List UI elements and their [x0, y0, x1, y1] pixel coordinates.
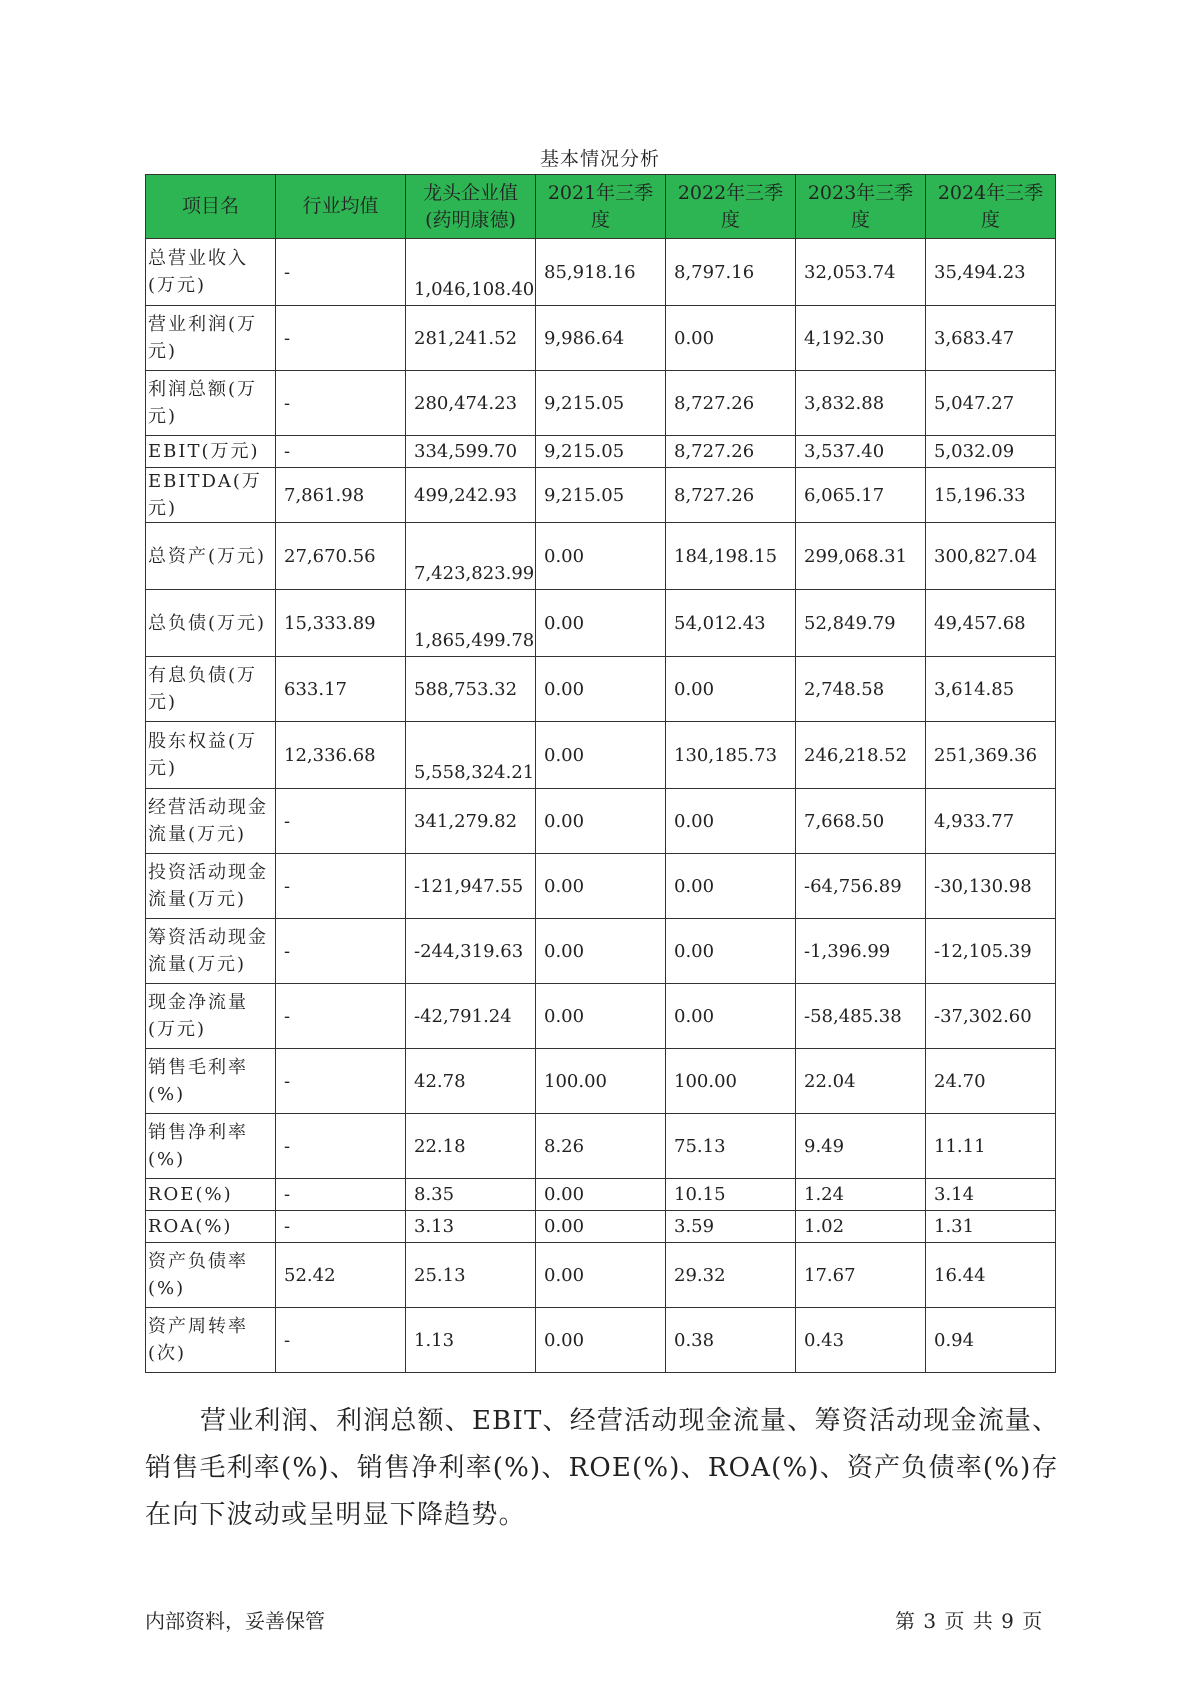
row-value-cell: 334,599.70: [406, 436, 536, 468]
row-value-cell: 0.38: [666, 1308, 796, 1373]
row-value-cell: 75.13: [666, 1114, 796, 1179]
row-value-cell: 0.00: [536, 984, 666, 1049]
row-item-name: 营业利润(万元): [146, 306, 276, 371]
row-value-cell: 22.18: [406, 1114, 536, 1179]
row-value-cell: 3.59: [666, 1211, 796, 1243]
header-industry-avg: 行业均值: [276, 175, 406, 239]
row-value-cell: 0.00: [666, 789, 796, 854]
row-value-cell: 0.00: [536, 1211, 666, 1243]
row-value-cell: 9,215.05: [536, 468, 666, 523]
row-value-cell: 0.00: [536, 523, 666, 590]
row-value-cell: -121,947.55: [406, 854, 536, 919]
row-value-cell: 9.49: [796, 1114, 926, 1179]
row-value-cell: 8.35: [406, 1179, 536, 1211]
row-value-cell: 0.00: [666, 306, 796, 371]
row-item-name: EBIT(万元): [146, 436, 276, 468]
row-value-cell: 85,918.16: [536, 239, 666, 306]
row-value-cell: 100.00: [666, 1049, 796, 1114]
header-2024q3: 2024年三季度: [926, 175, 1056, 239]
table-row: [146, 722, 1056, 789]
row-value-cell: 633.17: [276, 657, 406, 722]
row-value-cell: 8,727.26: [666, 468, 796, 523]
row-value-cell: 8,727.26: [666, 436, 796, 468]
row-value-cell: 0.00: [536, 590, 666, 657]
row-value-cell: 5,047.27: [926, 371, 1056, 436]
header-2022q3: 2022年三季度: [666, 175, 796, 239]
table-row: [146, 371, 1056, 436]
table-row: [146, 239, 1056, 306]
row-value-cell: 49,457.68: [926, 590, 1056, 657]
row-item-name: 经营活动现金流量(万元): [146, 789, 276, 854]
row-value-cell: 0.00: [536, 722, 666, 789]
row-value-cell: 8,797.16: [666, 239, 796, 306]
row-value-cell: -64,756.89: [796, 854, 926, 919]
row-value-cell: 52,849.79: [796, 590, 926, 657]
row-value-cell: 246,218.52: [796, 722, 926, 789]
row-value-cell: -: [276, 919, 406, 984]
row-value-cell: 1.13: [406, 1308, 536, 1373]
row-item-name: 有息负债(万元): [146, 657, 276, 722]
row-value-cell: 8,727.26: [666, 371, 796, 436]
row-value-cell: -58,485.38: [796, 984, 926, 1049]
header-2021q3: 2021年三季度: [536, 175, 666, 239]
row-value-cell: -: [276, 1308, 406, 1373]
table-row: [146, 306, 1056, 371]
row-item-name: 股东权益(万元): [146, 722, 276, 789]
table-row: [146, 1308, 1056, 1373]
row-value-cell: 24.70: [926, 1049, 1056, 1114]
row-value-cell: 10.15: [666, 1179, 796, 1211]
table-row: [146, 919, 1056, 984]
row-value-cell: 3,537.40: [796, 436, 926, 468]
row-value-cell: 3.13: [406, 1211, 536, 1243]
table-caption: 基本情况分析: [539, 148, 660, 170]
row-value-cell: 3,614.85: [926, 657, 1056, 722]
row-value-cell: 0.00: [666, 919, 796, 984]
row-value-cell: 25.13: [406, 1243, 536, 1308]
row-value-cell: 100.00: [536, 1049, 666, 1114]
row-item-name: 总资产(万元): [146, 523, 276, 590]
row-value-cell: 0.00: [536, 789, 666, 854]
row-value-cell: 12,336.68: [276, 722, 406, 789]
row-value-cell: 27,670.56: [276, 523, 406, 590]
row-item-name: ROA(%): [146, 1211, 276, 1243]
row-value-cell: 16.44: [926, 1243, 1056, 1308]
row-item-name: 利润总额(万元): [146, 371, 276, 436]
row-value-cell: -: [276, 1179, 406, 1211]
row-value-cell: 0.00: [666, 657, 796, 722]
basic-analysis-table: [145, 174, 1056, 1373]
row-item-name: 销售净利率(%): [146, 1114, 276, 1179]
footer-confidential: 内部资料，妥善保管: [145, 1609, 325, 1633]
row-value-cell: 0.00: [536, 854, 666, 919]
row-value-cell: 8.26: [536, 1114, 666, 1179]
row-item-name: 总营业收入(万元): [146, 239, 276, 306]
row-value-cell: 0.00: [666, 854, 796, 919]
row-value-cell: 3.14: [926, 1179, 1056, 1211]
row-value-cell: 0.43: [796, 1308, 926, 1373]
row-value-cell: 341,279.82: [406, 789, 536, 854]
row-value-cell: 1,046,108.40: [406, 239, 536, 306]
row-item-name: EBITDA(万元): [146, 468, 276, 523]
table-row: [146, 1211, 1056, 1243]
row-value-cell: 0.00: [536, 657, 666, 722]
header-leader-value: 龙头企业值(药明康德): [406, 175, 536, 239]
row-value-cell: 499,242.93: [406, 468, 536, 523]
table-row: [146, 436, 1056, 468]
row-value-cell: 7,861.98: [276, 468, 406, 523]
table-row: [146, 1049, 1056, 1114]
row-value-cell: 0.00: [666, 984, 796, 1049]
row-value-cell: -: [276, 239, 406, 306]
row-value-cell: 11.11: [926, 1114, 1056, 1179]
row-value-cell: 1.02: [796, 1211, 926, 1243]
table-row: [146, 854, 1056, 919]
row-value-cell: 251,369.36: [926, 722, 1056, 789]
row-item-name: 资产周转率(次): [146, 1308, 276, 1373]
table-row: [146, 468, 1056, 523]
row-value-cell: 0.00: [536, 1308, 666, 1373]
row-value-cell: -: [276, 854, 406, 919]
row-value-cell: 9,986.64: [536, 306, 666, 371]
row-value-cell: 0.94: [926, 1308, 1056, 1373]
footer-page-number: 第 3 页 共 9 页: [895, 1609, 1044, 1633]
row-item-name: 总负债(万元): [146, 590, 276, 657]
table-row: [146, 1114, 1056, 1179]
row-value-cell: 280,474.23: [406, 371, 536, 436]
row-value-cell: 9,215.05: [536, 436, 666, 468]
row-value-cell: 7,668.50: [796, 789, 926, 854]
table-row: [146, 657, 1056, 722]
row-value-cell: 42.78: [406, 1049, 536, 1114]
row-value-cell: 4,933.77: [926, 789, 1056, 854]
table-row: [146, 789, 1056, 854]
row-value-cell: -244,319.63: [406, 919, 536, 984]
table-header-row: [146, 175, 1056, 239]
table-row: [146, 1243, 1056, 1308]
row-item-name: 投资活动现金流量(万元): [146, 854, 276, 919]
row-value-cell: 5,558,324.21: [406, 722, 536, 789]
row-value-cell: -: [276, 306, 406, 371]
row-value-cell: 22.04: [796, 1049, 926, 1114]
row-value-cell: -37,302.60: [926, 984, 1056, 1049]
row-value-cell: -: [276, 436, 406, 468]
row-value-cell: 0.00: [536, 1179, 666, 1211]
row-value-cell: 2,748.58: [796, 657, 926, 722]
row-value-cell: -: [276, 1211, 406, 1243]
row-value-cell: -: [276, 789, 406, 854]
row-value-cell: 3,832.88: [796, 371, 926, 436]
row-value-cell: 184,198.15: [666, 523, 796, 590]
row-item-name: 资产负债率(%): [146, 1243, 276, 1308]
row-value-cell: -: [276, 984, 406, 1049]
header-2023q3: 2023年三季度: [796, 175, 926, 239]
row-value-cell: 300,827.04: [926, 523, 1056, 590]
table-row: [146, 984, 1056, 1049]
row-value-cell: 588,753.32: [406, 657, 536, 722]
row-value-cell: 1,865,499.78: [406, 590, 536, 657]
row-item-name: 销售毛利率(%): [146, 1049, 276, 1114]
table-row: [146, 1179, 1056, 1211]
table-row: [146, 523, 1056, 590]
analysis-paragraph: 营业利润、利润总额、EBIT、经营活动现金流量、筹资活动现金流量、销售毛利率(%)、销售净利率(%)、ROE(%)、ROA(%)、资产负债率(%)存在向下波动或呈明显下降趋势。: [145, 1406, 1060, 1530]
row-item-name: ROE(%): [146, 1179, 276, 1211]
row-value-cell: -: [276, 371, 406, 436]
row-value-cell: 54,012.43: [666, 590, 796, 657]
row-value-cell: -: [276, 1049, 406, 1114]
row-item-name: 筹资活动现金流量(万元): [146, 919, 276, 984]
row-value-cell: 0.00: [536, 1243, 666, 1308]
row-value-cell: 52.42: [276, 1243, 406, 1308]
row-value-cell: 4,192.30: [796, 306, 926, 371]
row-value-cell: 281,241.52: [406, 306, 536, 371]
row-value-cell: 1.31: [926, 1211, 1056, 1243]
row-value-cell: -42,791.24: [406, 984, 536, 1049]
row-value-cell: 15,333.89: [276, 590, 406, 657]
row-value-cell: 0.00: [536, 919, 666, 984]
row-value-cell: 3,683.47: [926, 306, 1056, 371]
row-value-cell: 29.32: [666, 1243, 796, 1308]
row-item-name: 现金净流量(万元): [146, 984, 276, 1049]
row-value-cell: 9,215.05: [536, 371, 666, 436]
row-value-cell: 35,494.23: [926, 239, 1056, 306]
row-value-cell: 17.67: [796, 1243, 926, 1308]
row-value-cell: 7,423,823.99: [406, 523, 536, 590]
row-value-cell: -12,105.39: [926, 919, 1056, 984]
row-value-cell: -1,396.99: [796, 919, 926, 984]
header-item-name: 项目名: [146, 175, 276, 239]
row-value-cell: -30,130.98: [926, 854, 1056, 919]
row-value-cell: -: [276, 1114, 406, 1179]
row-value-cell: 5,032.09: [926, 436, 1056, 468]
row-value-cell: 130,185.73: [666, 722, 796, 789]
row-value-cell: 6,065.17: [796, 468, 926, 523]
row-value-cell: 32,053.74: [796, 239, 926, 306]
table-row: [146, 590, 1056, 657]
row-value-cell: 15,196.33: [926, 468, 1056, 523]
row-value-cell: 1.24: [796, 1179, 926, 1211]
row-value-cell: 299,068.31: [796, 523, 926, 590]
